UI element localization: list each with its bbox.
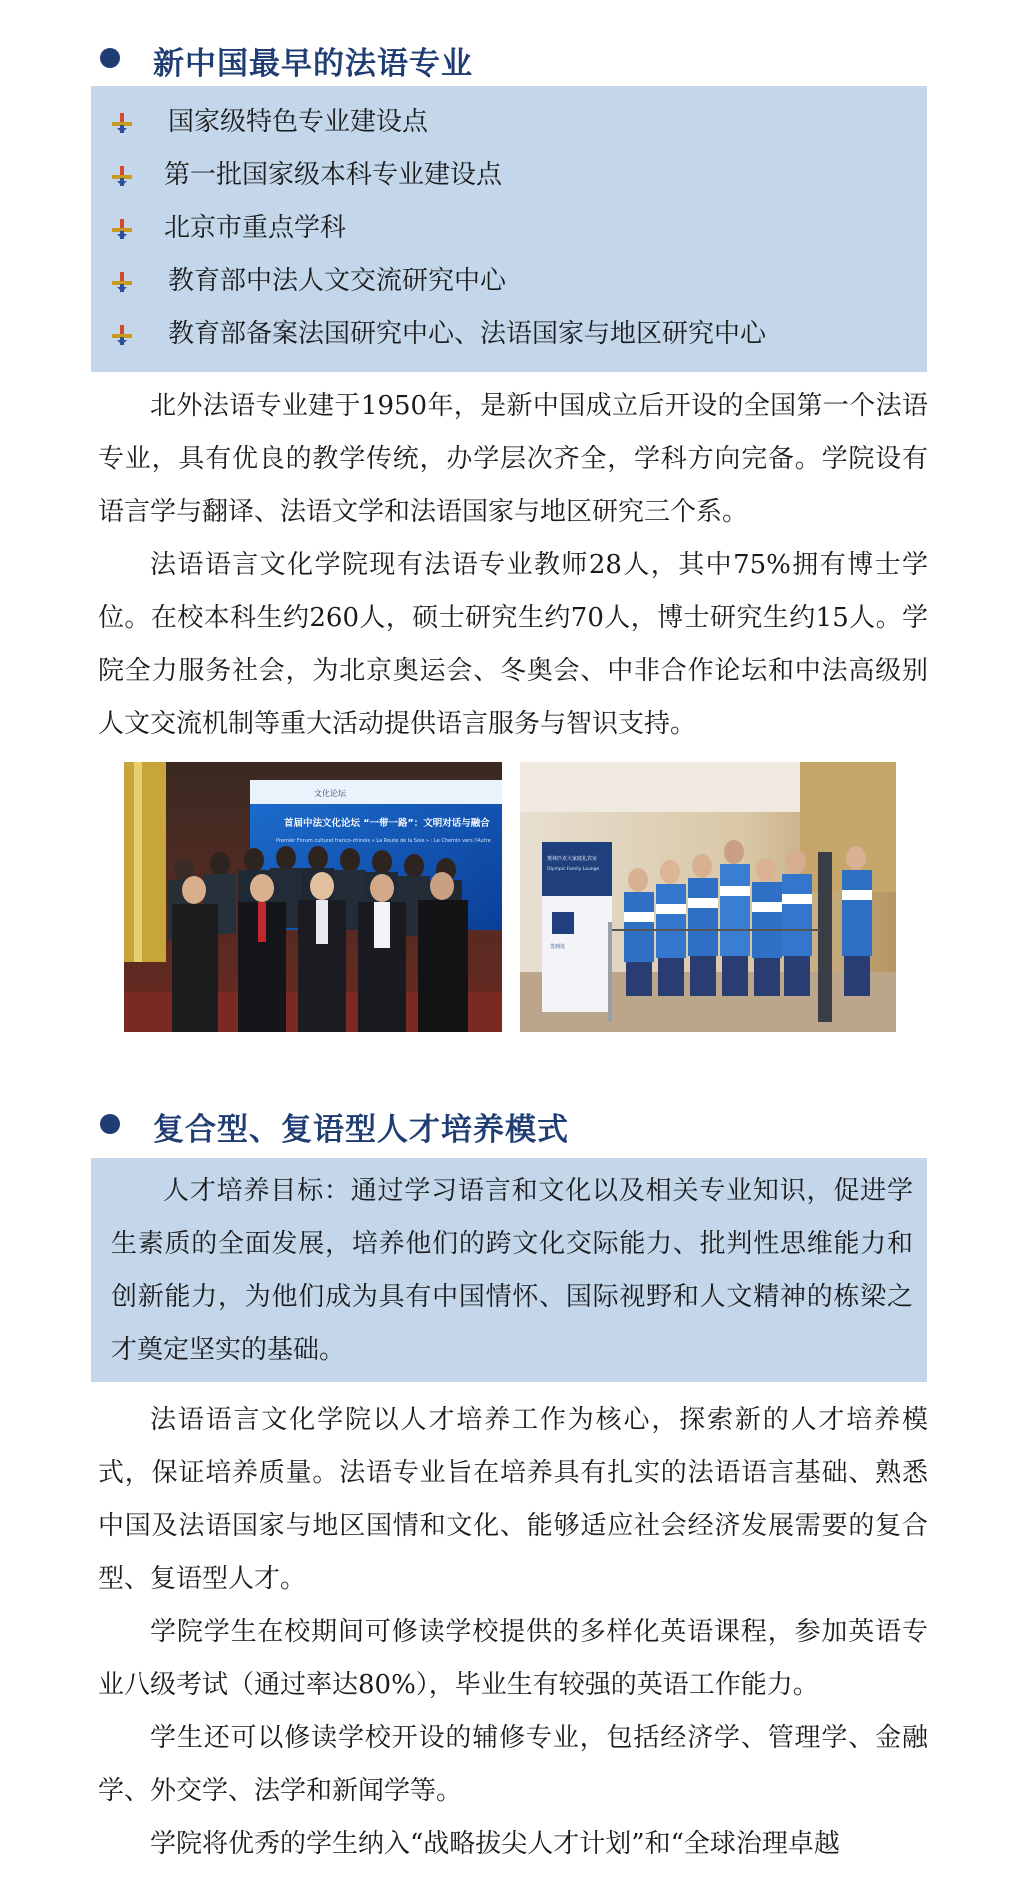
training-goal-text <box>111 1165 913 1377</box>
banner-title: 首届中法文化论坛 “一带一路”：文明对话与融合 <box>284 818 490 829</box>
sign-note: 签到处 <box>550 944 566 950</box>
sign-title: 奥林匹克大家庭礼宾室 <box>547 856 598 862</box>
banner-logo-text: 文化论坛 <box>314 789 346 798</box>
paragraph: 学生还可以修读学校开设的辅修专业，包括经济学、管理学、金融学、外交学、法学和新闻学等。 <box>98 1723 928 1806</box>
section2-title: 复合型、复语型人才培养模式 <box>153 1112 569 1148</box>
section1-body <box>98 380 928 751</box>
arrow-bullet-icon <box>111 112 133 134</box>
section1-title: 新中国最早的法语专业 <box>153 46 473 82</box>
list-item-text: 国家级特色专业建设点 <box>168 107 429 137</box>
volunteers-photo <box>520 762 896 1032</box>
bullet-dot-icon <box>100 1114 120 1134</box>
paragraph: 学院将优秀的学生纳入“战略拔尖人才计划”和“全球治理卓越 <box>150 1829 840 1859</box>
sign-subtitle: Olympic Family Lounge <box>547 867 600 872</box>
list-item-text: 教育部中法人文交流研究中心 <box>168 266 507 296</box>
paragraph: 人才培养目标：通过学习语言和文化以及相关专业知识，促进学生素质的全面发展，培养他们的跨文化交际能力、批判性思维能力和创新能力，为他们成为具有中国情怀、国际视野和人文精神的栋梁之才奠定坚实的基础。 <box>111 1176 913 1365</box>
training-goal-box <box>91 1158 927 1382</box>
banner-subtitle: Premier Forum culturel franco-chinois « La Route de la Soie » : Le Chemin vers l'Autre <box>276 838 491 844</box>
paragraph: 法语语言文化学院现有法语专业教师28人，其中75%拥有博士学位。在校本科生约260人，硕士研究生约70人，博士研究生约15人。学院全力服务社会，为北京奥运会、冬奥会、中非合作论坛和中法高级别人文交流机制等重大活动提供语言服务与智识支持。 <box>98 550 928 739</box>
paragraph: 学院学生在校期间可修读学校提供的多样化英语课程，参加英语专业八级考试（通过率达80%），毕业生有较强的英语工作能力。 <box>98 1617 928 1700</box>
highlights-box <box>91 86 927 372</box>
list-item-text: 第一批国家级本科专业建设点 <box>164 160 503 190</box>
arrow-bullet-icon <box>111 271 133 293</box>
paragraph: 法语语言文化学院以人才培养工作为核心，探索新的人才培养模式，保证培养质量。法语专业旨在培养具有扎实的法语语言基础、熟悉中国及法语国家与地区国情和文化、能够适应社会经济发展需要的复合型、复语型人才。 <box>98 1405 928 1594</box>
section2-body <box>98 1394 928 1871</box>
forum-group-photo <box>124 762 502 1032</box>
arrow-bullet-icon <box>111 165 133 187</box>
list-item-text: 北京市重点学科 <box>164 213 347 243</box>
paragraph: 北外法语专业建于1950年，是新中国成立后开设的全国第一个法语专业，具有优良的教学传统，办学层次齐全，学科方向完备。学院设有语言学与翻译、法语文学和法语国家与地区研究三个系。 <box>98 391 928 527</box>
list-item-text: 教育部备案法国研究中心、法语国家与地区研究中心 <box>168 319 767 349</box>
bullet-dot-icon <box>100 48 120 68</box>
arrow-bullet-icon <box>111 218 133 240</box>
arrow-bullet-icon <box>111 324 133 346</box>
